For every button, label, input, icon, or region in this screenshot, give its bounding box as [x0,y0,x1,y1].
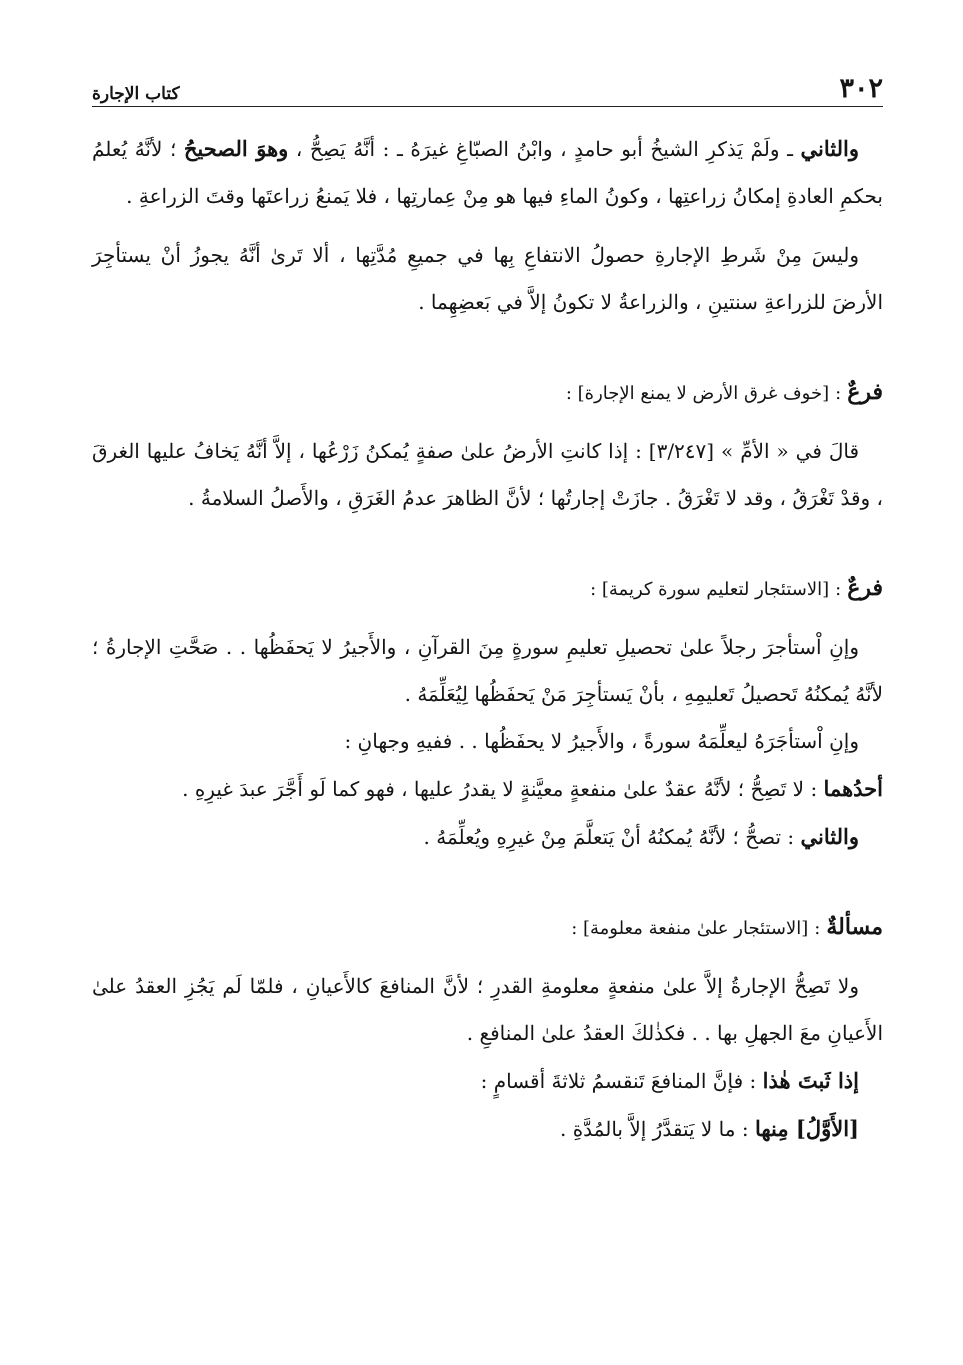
heading-separator: : [835,579,842,600]
paragraph-text: : فإنَّ المنافعَ تَنقسمُ ثلاثةَ أقسامٍ : [480,1069,763,1093]
emphasis-text: وهوَ الصحيحُ [183,136,289,161]
heading-label: فرعٌ [847,575,883,601]
paragraph-condition: وليسَ مِنْ شَرطِ الإجارةِ حصولُ الانتفاعِ بِها في جميعِ مُدَّتِها ، ألا تَرىٰ أنَّهُ يجوزُ أنْ يستأجِرَ الأرضَ للزراعةِ سنتينِ ، والزراعةُ لا تكونُ إلاَّ في بَعضِهِما . [92,243,883,314]
paragraph-text: ؛ لأنَّهُ يُعلمُ بحكمِ العادةِ إمكانُ زراعتِها ، وكونُ الماءِ فيها هو مِنْ عِمارتِها ، فلا يَمنعُ زراعتَها وقتَ الزراعةِ . [92,137,883,208]
section-heading-flood [92,370,883,416]
paragraph-second-view [92,813,883,861]
running-title: كتاب الإجارة [92,84,180,104]
heading-label: مسألةٌ [826,914,883,940]
paragraph-second-opinion [92,125,883,220]
heading-topic: [الاستئجار لتعليم سورة كريمة] : [590,579,830,600]
lead-word: والثاني [800,136,859,161]
lead-word: والثاني [800,824,859,849]
paragraph-three-kinds [92,1057,883,1105]
heading-separator: : [835,383,842,404]
paragraph-text: : تصحُّ ؛ لأنَّهُ يُمكنُهُ أنْ يَتعلَّمَ مِنْ غيرِهِ ويُعلِّمَهُ . [423,825,801,849]
paragraph-first-view [92,765,883,813]
paragraph-text: ـ ولَمْ يَذكرِ الشيخُ أبو حامدٍ ، وابْنُ الصبّاغِ غيرَهُ ـ : أنَّهُ يَصِحُّ ، [288,137,801,161]
paragraph-first-kind [92,1105,883,1153]
page-header [92,70,883,107]
paragraph-teaching-1: وإنِ اْستأجرَ رجلاً علىٰ تحصيلِ تعليمِ سورةٍ مِنَ القرآنِ ، والأَجيرُ لا يَحفَظُها . . صَحَّتِ الإجارةُ ؛ لأنَّهُ يُمكنُهُ تَحصيلُ تَعليمِهِ ، بأنْ يَستأجِرَ مَنْ يَحفَظُها لِيُعَلِّمَهُ . [92,635,883,706]
heading-topic: [الاستئجار علىٰ منفعة معلومة] : [571,918,809,939]
lead-word: أحدُهما [823,776,883,801]
lead-word: إذا ثَبتَ هٰذا [762,1068,859,1093]
paragraph-teaching-2: وإنِ اْستأجَرَهُ ليعلِّمَهُ سورةً ، والأَجيرُ لا يحفَظُها . . ففيهِ وجهانِ : [344,729,859,753]
section-heading-teaching [92,566,883,612]
heading-separator: : [814,918,821,939]
paragraph-text: : ما لا يَتقدَّرُ إلاَّ بالمُدَّةِ . [559,1117,755,1141]
paragraph-text: : لا تَصِحُّ ؛ لأنَّهُ عقدٌ علىٰ منفعةٍ معيَّنةٍ لا يقدرُ عليها ، فهو كما لَو أَجَّرَ عبدَ غيرِهِ . [182,777,824,801]
paragraph-flood: قالَ في « الأمِّ » [٣/٢٤٧] : إذا كانتِ الأرضُ علىٰ صفةٍ يُمكنُ زَرْعُها ، إلاَّ أنَّهُ يَخافُ عليها الغرقَ ، وقدْ تَغْرَقُ ، وقد لا تَغْرَقُ . جازَتْ إجارتُها ؛ لأنَّ الظاهرَ عدمُ الغَرَقِ ، والأَصلُ السلامةُ . [92,439,883,510]
lead-word: [الأَوَّلُ] مِنها [754,1116,859,1141]
heading-topic: [خوف غرق الأرض لا يمنع الإجارة] : [565,383,830,404]
section-heading-known-benefit [92,905,883,951]
paragraph-known-benefit: ولا تَصِحُّ الإجارةُ إلاَّ علىٰ منفعةٍ معلومةِ القدرِ ؛ لأنَّ المنافعَ كالأَعيانِ ، فلمّا لَم يَجُزِ العقدُ علىٰ الأَعيانِ معَ الجهلِ بها . . فكذٰلكَ العقدُ علىٰ المنافعِ . [92,974,883,1045]
page-body [92,125,883,1153]
heading-label: فرعٌ [847,379,883,405]
page-number: ٣٠٢ [839,73,883,104]
